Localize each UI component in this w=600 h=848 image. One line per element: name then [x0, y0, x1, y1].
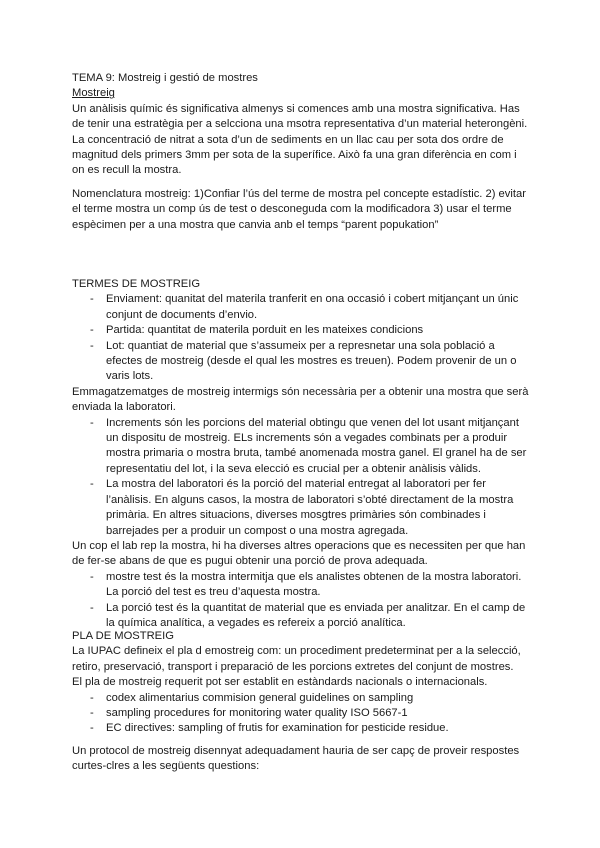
section-heading: PLA DE MOSTREIG: [72, 630, 174, 642]
terms-list: [72, 292, 532, 384]
document-title: TEMA 9: Mostreig i gestió de mostres: [72, 72, 258, 84]
header-block: [72, 71, 532, 179]
sampling-plan-section: [72, 629, 532, 737]
protocol-paragraph: Un protocol de mostreig disennyat adequadament hauria de ser capç de proveir respostes curtes-clres a les següents questions:: [72, 745, 520, 773]
section-subheading: Mostreig: [72, 87, 115, 100]
list-item: - La mostra del laboratori és la porció del material entregat al laboratori per fer l’anàlisis. En alguns casos, la mostra de laboratori s’obté directament de la mostra primària. En altres situacions, diverses mosgtres primàries són combinades i barrejades per a produir un compost o una mostra agregada.: [72, 477, 532, 539]
list-item: - codex alimentarius commision general guidelines on sampling: [72, 691, 532, 706]
list-item: - Increments són les porcions del material obtingu que venen del lot usant mitjançant un dispositu de mostreig. ELs increments són a vegades combinats per a produir mostra primaria o mostra bruta, també anomenada mostra ganel. El granel ha de ser representatiu del lot, i la seva elecció es crucial per a obtenir anàlisis vàlids.: [72, 416, 532, 478]
increments-list: [72, 416, 532, 539]
list-item: - mostre test és la mostra intermitja que els analistes obtenen de la mostra laboratori. La porció del test es treu d’aquesta mostra.: [72, 570, 532, 601]
test-portion-list: [72, 570, 532, 632]
list-item: - sampling procedures for monitoring water quality ISO 5667-1: [72, 706, 532, 721]
standards-list: [72, 691, 532, 737]
section-heading: TERMES DE MOSTREIG: [72, 278, 201, 290]
list-item: - La porció test és la quantitat de material que es enviada per analitzar. En el camp de la química analítica, a vegades es refereix a porció analítica.: [72, 601, 532, 632]
list-item: - Enviament: quanitat del materila tranferit en ona occasió i cobert mitjançant un únic conjunt de documents d’envio.: [72, 292, 532, 323]
nomenclature-block: [72, 187, 532, 233]
nomenclature-paragraph: Nomenclatura mostreig: 1)Confiar l’ús del terme de mostra pel concepte estadístic. 2) evitar el terme mostra un comp ús de test o desconeguda com la modificadora 3) usar el terme espècimen per a una mostra que canvia anb el temps “parent popukation”: [72, 188, 526, 231]
list-item: - Partida: quantitat de materila porduit en les mateixes condicions: [72, 323, 532, 338]
lab-paragraph: Un cop el lab rep la mostra, hi ha diverses altres operacions que es necessiten per que han de fer-se abans de que es pugui obtenir una porció de prova adequada.: [72, 539, 526, 568]
standards-paragraph: El pla de mostreig requerit pot ser establit en estàndards nacionals o internacionals.: [72, 676, 488, 689]
list-item: - Lot: quantiat de material que s’assumeix per a represnetar una sola població a efectes de mostreig (desde el qual les mostres es treuen). Podem provenir de un o varis lots.: [72, 339, 532, 385]
list-item: - EC directives: sampling of frutis for examination for pesticide residue.: [72, 721, 532, 736]
iupac-paragraph: La IUPAC defineix el pla d emostreig com: un procediment predeterminat per a la selecció, retiro, preservació, transport i preparació de les porcions extretes del conjunt de mostres.: [72, 645, 521, 673]
protocol-block: [72, 744, 532, 775]
intro-paragraph: Un anàlisis químic és significativa almenys si comences amb una mostra significativa. Has de tenir una estratègia per a selcciona una msotra representativa d’un material heterongèni. La concentració de nitrat a sota d’un de sediments en un llac cau per sota dos ordre de magnitud dels primers 3mm per sota de la superífice. Això fa una gran diferència en com i on es recull la mostra.: [72, 102, 528, 177]
storage-paragraph: Emmagatzematges de mostreig intermigs són necessària per a obtenir una mostra que serà enviada la laboratori.: [72, 385, 529, 414]
sampling-terms-section: [72, 277, 532, 631]
